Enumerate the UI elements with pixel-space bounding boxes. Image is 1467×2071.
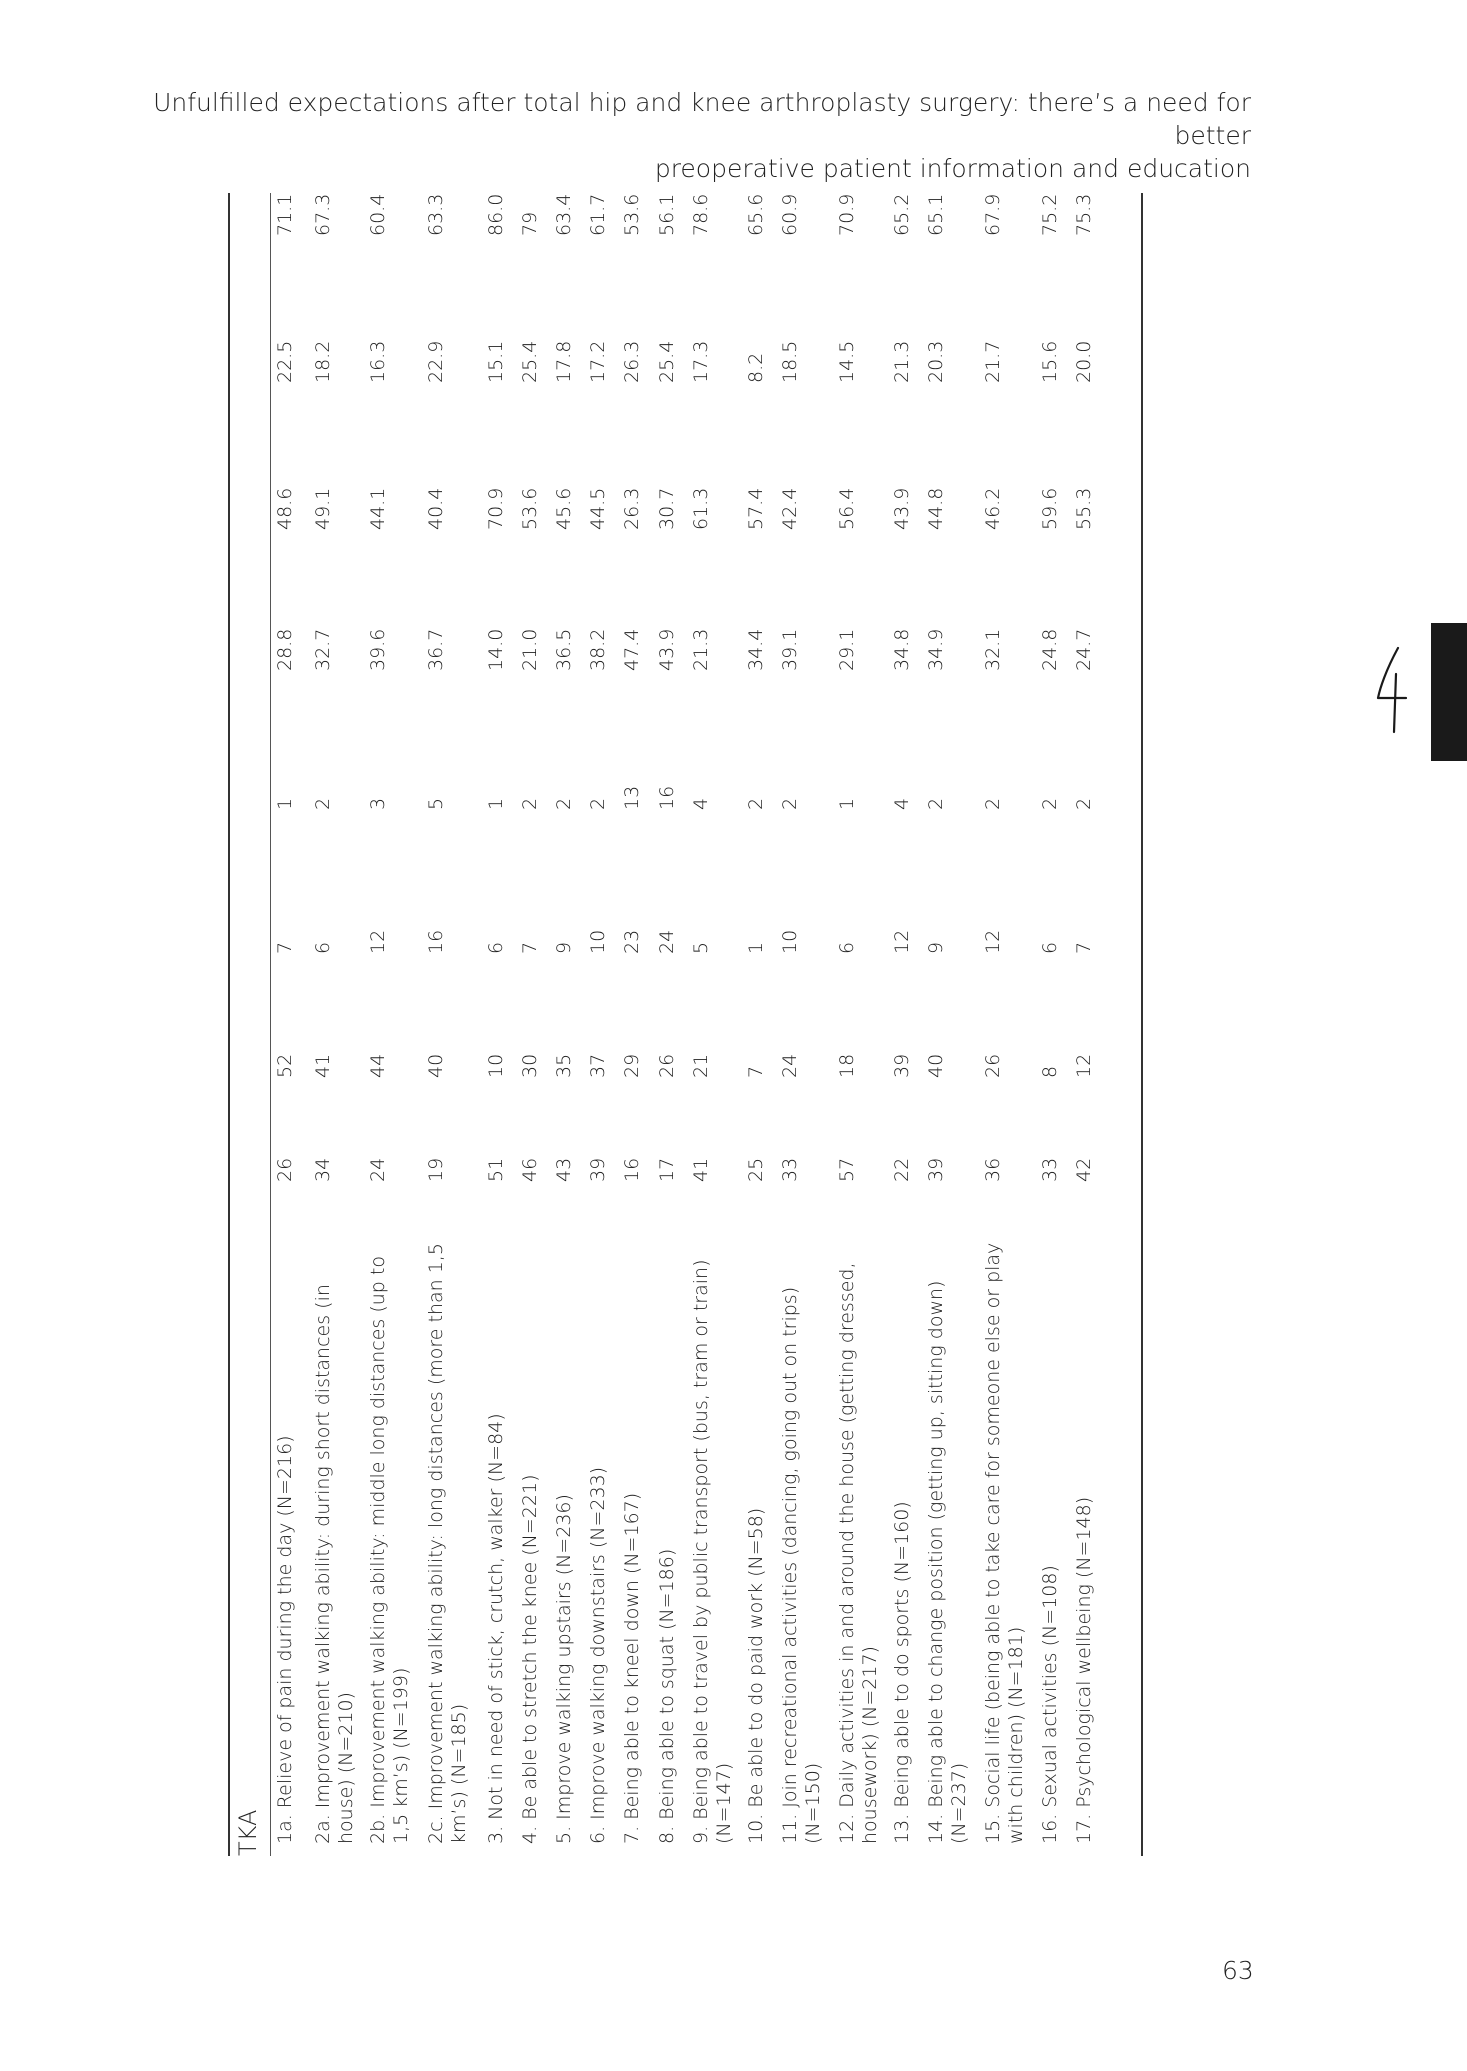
table-cell-value: 43.9 <box>891 487 913 530</box>
table-cell-value: 42.4 <box>779 487 801 530</box>
table-cell-value: 34.8 <box>891 628 913 671</box>
table-cell-value: 1 <box>274 797 296 810</box>
table-cell-value: 18.2 <box>312 340 334 383</box>
table-cell-value: 25 <box>745 1157 767 1182</box>
table-cell-value: 46 <box>519 1157 541 1182</box>
table-cell-value: 9 <box>553 941 575 954</box>
table-cell-value: 40 <box>425 1053 447 1078</box>
table-cell-value: 17.8 <box>553 340 575 383</box>
table-cell-value: 33 <box>1039 1157 1061 1182</box>
table-cell-value: 32.7 <box>312 628 334 671</box>
table-cell-value: 26 <box>656 1053 678 1078</box>
table-cell-value: 19 <box>425 1157 447 1182</box>
table-cell-value: 29.1 <box>836 628 858 671</box>
table-cell-value: 10 <box>587 929 609 954</box>
table-cell-value: 16.3 <box>367 340 389 383</box>
table-cell-value: 24 <box>656 929 678 954</box>
table-cell-value: 1 <box>745 941 767 954</box>
row-label: 13. Being able to do sports (N=160) <box>891 1501 913 1844</box>
table-cell-value: 24.8 <box>1039 628 1061 671</box>
table-cell-value: 7 <box>274 941 296 954</box>
table-cell-value: 16 <box>656 785 678 810</box>
row-label: 8. Being able to squat (N=186) <box>656 1548 678 1844</box>
table-cell-value: 43 <box>553 1157 575 1182</box>
row-label: 2b. Improvement walking ability: middle long distances (up to 1,5 km’s) (N=199) <box>367 1256 412 1844</box>
table-cell-value: 22 <box>891 1157 913 1182</box>
row-label: 2a. Improvement walking ability: during short distances (in house) (N=210) <box>312 1284 357 1844</box>
table-cell-value: 33 <box>779 1157 801 1182</box>
table-cell-value: 1 <box>836 797 858 810</box>
table-cell-value: 53.6 <box>519 487 541 530</box>
table-cell-value: 15.6 <box>1039 340 1061 383</box>
row-label: 15. Social life (being able to take care for someone else or play with children) (N=181) <box>982 1242 1027 1844</box>
table-cell-value: 10 <box>779 929 801 954</box>
table-cell-value: 38.2 <box>587 628 609 671</box>
table-cell-value: 30.7 <box>656 487 678 530</box>
table-cell-value: 22.5 <box>274 340 296 383</box>
table-cell-value: 17.3 <box>690 340 712 383</box>
table-cell-value: 48.6 <box>274 487 296 530</box>
tka-table-rotated <box>228 193 1143 1856</box>
row-label: 9. Being able to travel by public transport (bus, tram or train) (N=147) <box>690 1259 735 1844</box>
table-cell-value: 2 <box>779 797 801 810</box>
table-cell-value: 41 <box>690 1157 712 1182</box>
row-label: 14. Being able to change position (getting up, sitting down) (N=237) <box>925 1280 970 1844</box>
table-cell-value: 43.9 <box>656 628 678 671</box>
table-cell-value: 37 <box>587 1053 609 1078</box>
table-cell-value: 18.5 <box>779 340 801 383</box>
row-label: 17. Psychological wellbeing (N=148) <box>1073 1496 1095 1844</box>
row-label: 1a. Relieve of pain during the day (N=216) <box>274 1435 296 1844</box>
table-cell-value: 25.4 <box>656 340 678 383</box>
table-cell-value: 35 <box>553 1053 575 1078</box>
table-cell-value: 56.1 <box>656 193 678 236</box>
page-number: 63 <box>1222 1956 1254 1985</box>
table-cell-value: 67.9 <box>982 193 1004 236</box>
table-cell-value: 2 <box>312 797 334 810</box>
table-cell-value: 8.2 <box>745 352 767 383</box>
table-cell-value: 45.6 <box>553 487 575 530</box>
table-cell-value: 57 <box>836 1157 858 1182</box>
table-cell-value: 28.8 <box>274 628 296 671</box>
table-cell-value: 21.7 <box>982 340 1004 383</box>
row-label: 16. Sexual activities (N=108) <box>1039 1565 1061 1844</box>
table-cell-value: 12 <box>982 929 1004 954</box>
table-cell-value: 70.9 <box>836 193 858 236</box>
table-cell-value: 32.1 <box>982 628 1004 671</box>
table-cell-value: 10 <box>485 1053 507 1078</box>
table-header-rule <box>270 193 271 1856</box>
table-cell-value: 47.4 <box>621 628 643 671</box>
table-cell-value: 26.3 <box>621 487 643 530</box>
table-cell-value: 9 <box>925 941 947 954</box>
table-cell-value: 4 <box>891 797 913 810</box>
table-cell-value: 8 <box>1039 1065 1061 1078</box>
table-cell-value: 14.5 <box>836 340 858 383</box>
table-cell-value: 2 <box>519 797 541 810</box>
table-cell-value: 22.9 <box>425 340 447 383</box>
table-cell-value: 39 <box>891 1053 913 1078</box>
chapter-number-4-icon <box>1372 640 1412 740</box>
row-label: 6. Improve walking downstairs (N=233) <box>587 1466 609 1844</box>
table-cell-value: 2 <box>553 797 575 810</box>
row-label: 5. Improve walking upstairs (N=236) <box>553 1494 575 1844</box>
table-cell-value: 24.7 <box>1073 628 1095 671</box>
table-cell-value: 20.0 <box>1073 340 1095 383</box>
table-bottom-rule <box>1141 193 1143 1856</box>
table-cell-value: 56.4 <box>836 487 858 530</box>
table-cell-value: 51 <box>485 1157 507 1182</box>
table-cell-value: 2 <box>982 797 1004 810</box>
table-cell-value: 2 <box>1039 797 1061 810</box>
tka-table <box>228 193 1143 1856</box>
table-cell-value: 1 <box>485 797 507 810</box>
table-cell-value: 13 <box>621 785 643 810</box>
table-cell-value: 2 <box>745 797 767 810</box>
table-cell-value: 21.3 <box>891 340 913 383</box>
table-cell-value: 7 <box>745 1065 767 1078</box>
table-cell-value: 63.4 <box>553 193 575 236</box>
table-cell-value: 21.3 <box>690 628 712 671</box>
table-cell-value: 55.3 <box>1073 487 1095 530</box>
table-cell-value: 40 <box>925 1053 947 1078</box>
table-cell-value: 44.1 <box>367 487 389 530</box>
table-cell-value: 61.7 <box>587 193 609 236</box>
table-cell-value: 79 <box>519 211 541 236</box>
table-cell-value: 57.4 <box>745 487 767 530</box>
table-caption: TKA <box>234 1809 262 1856</box>
table-cell-value: 78.6 <box>690 193 712 236</box>
running-header-line2: preoperative patient information and education <box>654 154 1251 183</box>
table-cell-value: 2 <box>587 797 609 810</box>
table-cell-value: 75.2 <box>1039 193 1061 236</box>
table-cell-value: 42 <box>1073 1157 1095 1182</box>
table-cell-value: 49.1 <box>312 487 334 530</box>
table-cell-value: 36.7 <box>425 628 447 671</box>
table-cell-value: 60.9 <box>779 193 801 236</box>
table-cell-value: 3 <box>367 797 389 810</box>
running-header <box>151 86 1251 185</box>
table-cell-value: 46.2 <box>982 487 1004 530</box>
running-header-line1: Unfulfilled expectations after total hip and knee arthroplasty surgery: there’s a need for better <box>153 88 1251 150</box>
table-cell-value: 24 <box>779 1053 801 1078</box>
table-cell-value: 40.4 <box>425 487 447 530</box>
table-cell-value: 26 <box>982 1053 1004 1078</box>
table-cell-value: 17 <box>656 1157 678 1182</box>
table-cell-value: 52 <box>274 1053 296 1078</box>
table-cell-value: 65.6 <box>745 193 767 236</box>
row-label: 4. Be able to stretch the knee (N=221) <box>519 1474 541 1844</box>
row-label: 11. Join recreational activities (dancing, going out on trips) (N=150) <box>779 1286 824 1844</box>
table-cell-value: 21 <box>690 1053 712 1078</box>
table-cell-value: 6 <box>836 941 858 954</box>
table-cell-value: 12 <box>367 929 389 954</box>
row-label: 2c. Improvement walking ability: long distances (more than 1,5 km’s) (N=185) <box>425 1243 470 1844</box>
table-cell-value: 18 <box>836 1053 858 1078</box>
table-cell-value: 39 <box>925 1157 947 1182</box>
table-cell-value: 5 <box>425 797 447 810</box>
row-label: 3. Not in need of stick, crutch, walker (N=84) <box>485 1413 507 1844</box>
chapter-tab <box>1431 623 1467 761</box>
table-cell-value: 44 <box>367 1053 389 1078</box>
table-cell-value: 2 <box>925 797 947 810</box>
table-cell-value: 34.9 <box>925 628 947 671</box>
table-cell-value: 20.3 <box>925 340 947 383</box>
table-cell-value: 53.6 <box>621 193 643 236</box>
table-cell-value: 26.3 <box>621 340 643 383</box>
table-cell-value: 36.5 <box>553 628 575 671</box>
table-cell-value: 34 <box>312 1157 334 1182</box>
table-cell-value: 70.9 <box>485 487 507 530</box>
row-label: 10. Be able to do paid work (N=58) <box>745 1507 767 1844</box>
table-cell-value: 61.3 <box>690 487 712 530</box>
table-cell-value: 63.3 <box>425 193 447 236</box>
table-cell-value: 71.1 <box>274 193 296 236</box>
row-label: 7. Being able to kneel down (N=167) <box>621 1492 643 1844</box>
table-cell-value: 65.2 <box>891 193 913 236</box>
table-cell-value: 21.0 <box>519 628 541 671</box>
table-cell-value: 86.0 <box>485 193 507 236</box>
table-cell-value: 17.2 <box>587 340 609 383</box>
table-cell-value: 6 <box>312 941 334 954</box>
table-cell-value: 5 <box>690 941 712 954</box>
table-cell-value: 60.4 <box>367 193 389 236</box>
table-cell-value: 39.6 <box>367 628 389 671</box>
table-cell-value: 7 <box>1073 941 1095 954</box>
table-cell-value: 25.4 <box>519 340 541 383</box>
table-cell-value: 59.6 <box>1039 487 1061 530</box>
table-cell-value: 6 <box>1039 941 1061 954</box>
table-cell-value: 23 <box>621 929 643 954</box>
table-cell-value: 39 <box>587 1157 609 1182</box>
table-cell-value: 44.5 <box>587 487 609 530</box>
table-cell-value: 15.1 <box>485 340 507 383</box>
table-cell-value: 2 <box>1073 797 1095 810</box>
table-cell-value: 39.1 <box>779 628 801 671</box>
table-cell-value: 12 <box>1073 1053 1095 1078</box>
table-cell-value: 36 <box>982 1157 1004 1182</box>
table-cell-value: 16 <box>621 1157 643 1182</box>
table-cell-value: 67.3 <box>312 193 334 236</box>
table-cell-value: 29 <box>621 1053 643 1078</box>
table-cell-value: 75.3 <box>1073 193 1095 236</box>
table-cell-value: 4 <box>690 797 712 810</box>
table-cell-value: 14.0 <box>485 628 507 671</box>
row-label: 12. Daily activities in and around the house (getting dressed, housework) (N=217) <box>836 1262 881 1844</box>
table-cell-value: 12 <box>891 929 913 954</box>
table-cell-value: 24 <box>367 1157 389 1182</box>
table-cell-value: 44.8 <box>925 487 947 530</box>
table-cell-value: 26 <box>274 1157 296 1182</box>
table-cell-value: 41 <box>312 1053 334 1078</box>
table-cell-value: 6 <box>485 941 507 954</box>
table-cell-value: 16 <box>425 929 447 954</box>
table-top-rule <box>228 193 230 1856</box>
table-cell-value: 7 <box>519 941 541 954</box>
table-cell-value: 65.1 <box>925 193 947 236</box>
table-cell-value: 34.4 <box>745 628 767 671</box>
table-cell-value: 30 <box>519 1053 541 1078</box>
